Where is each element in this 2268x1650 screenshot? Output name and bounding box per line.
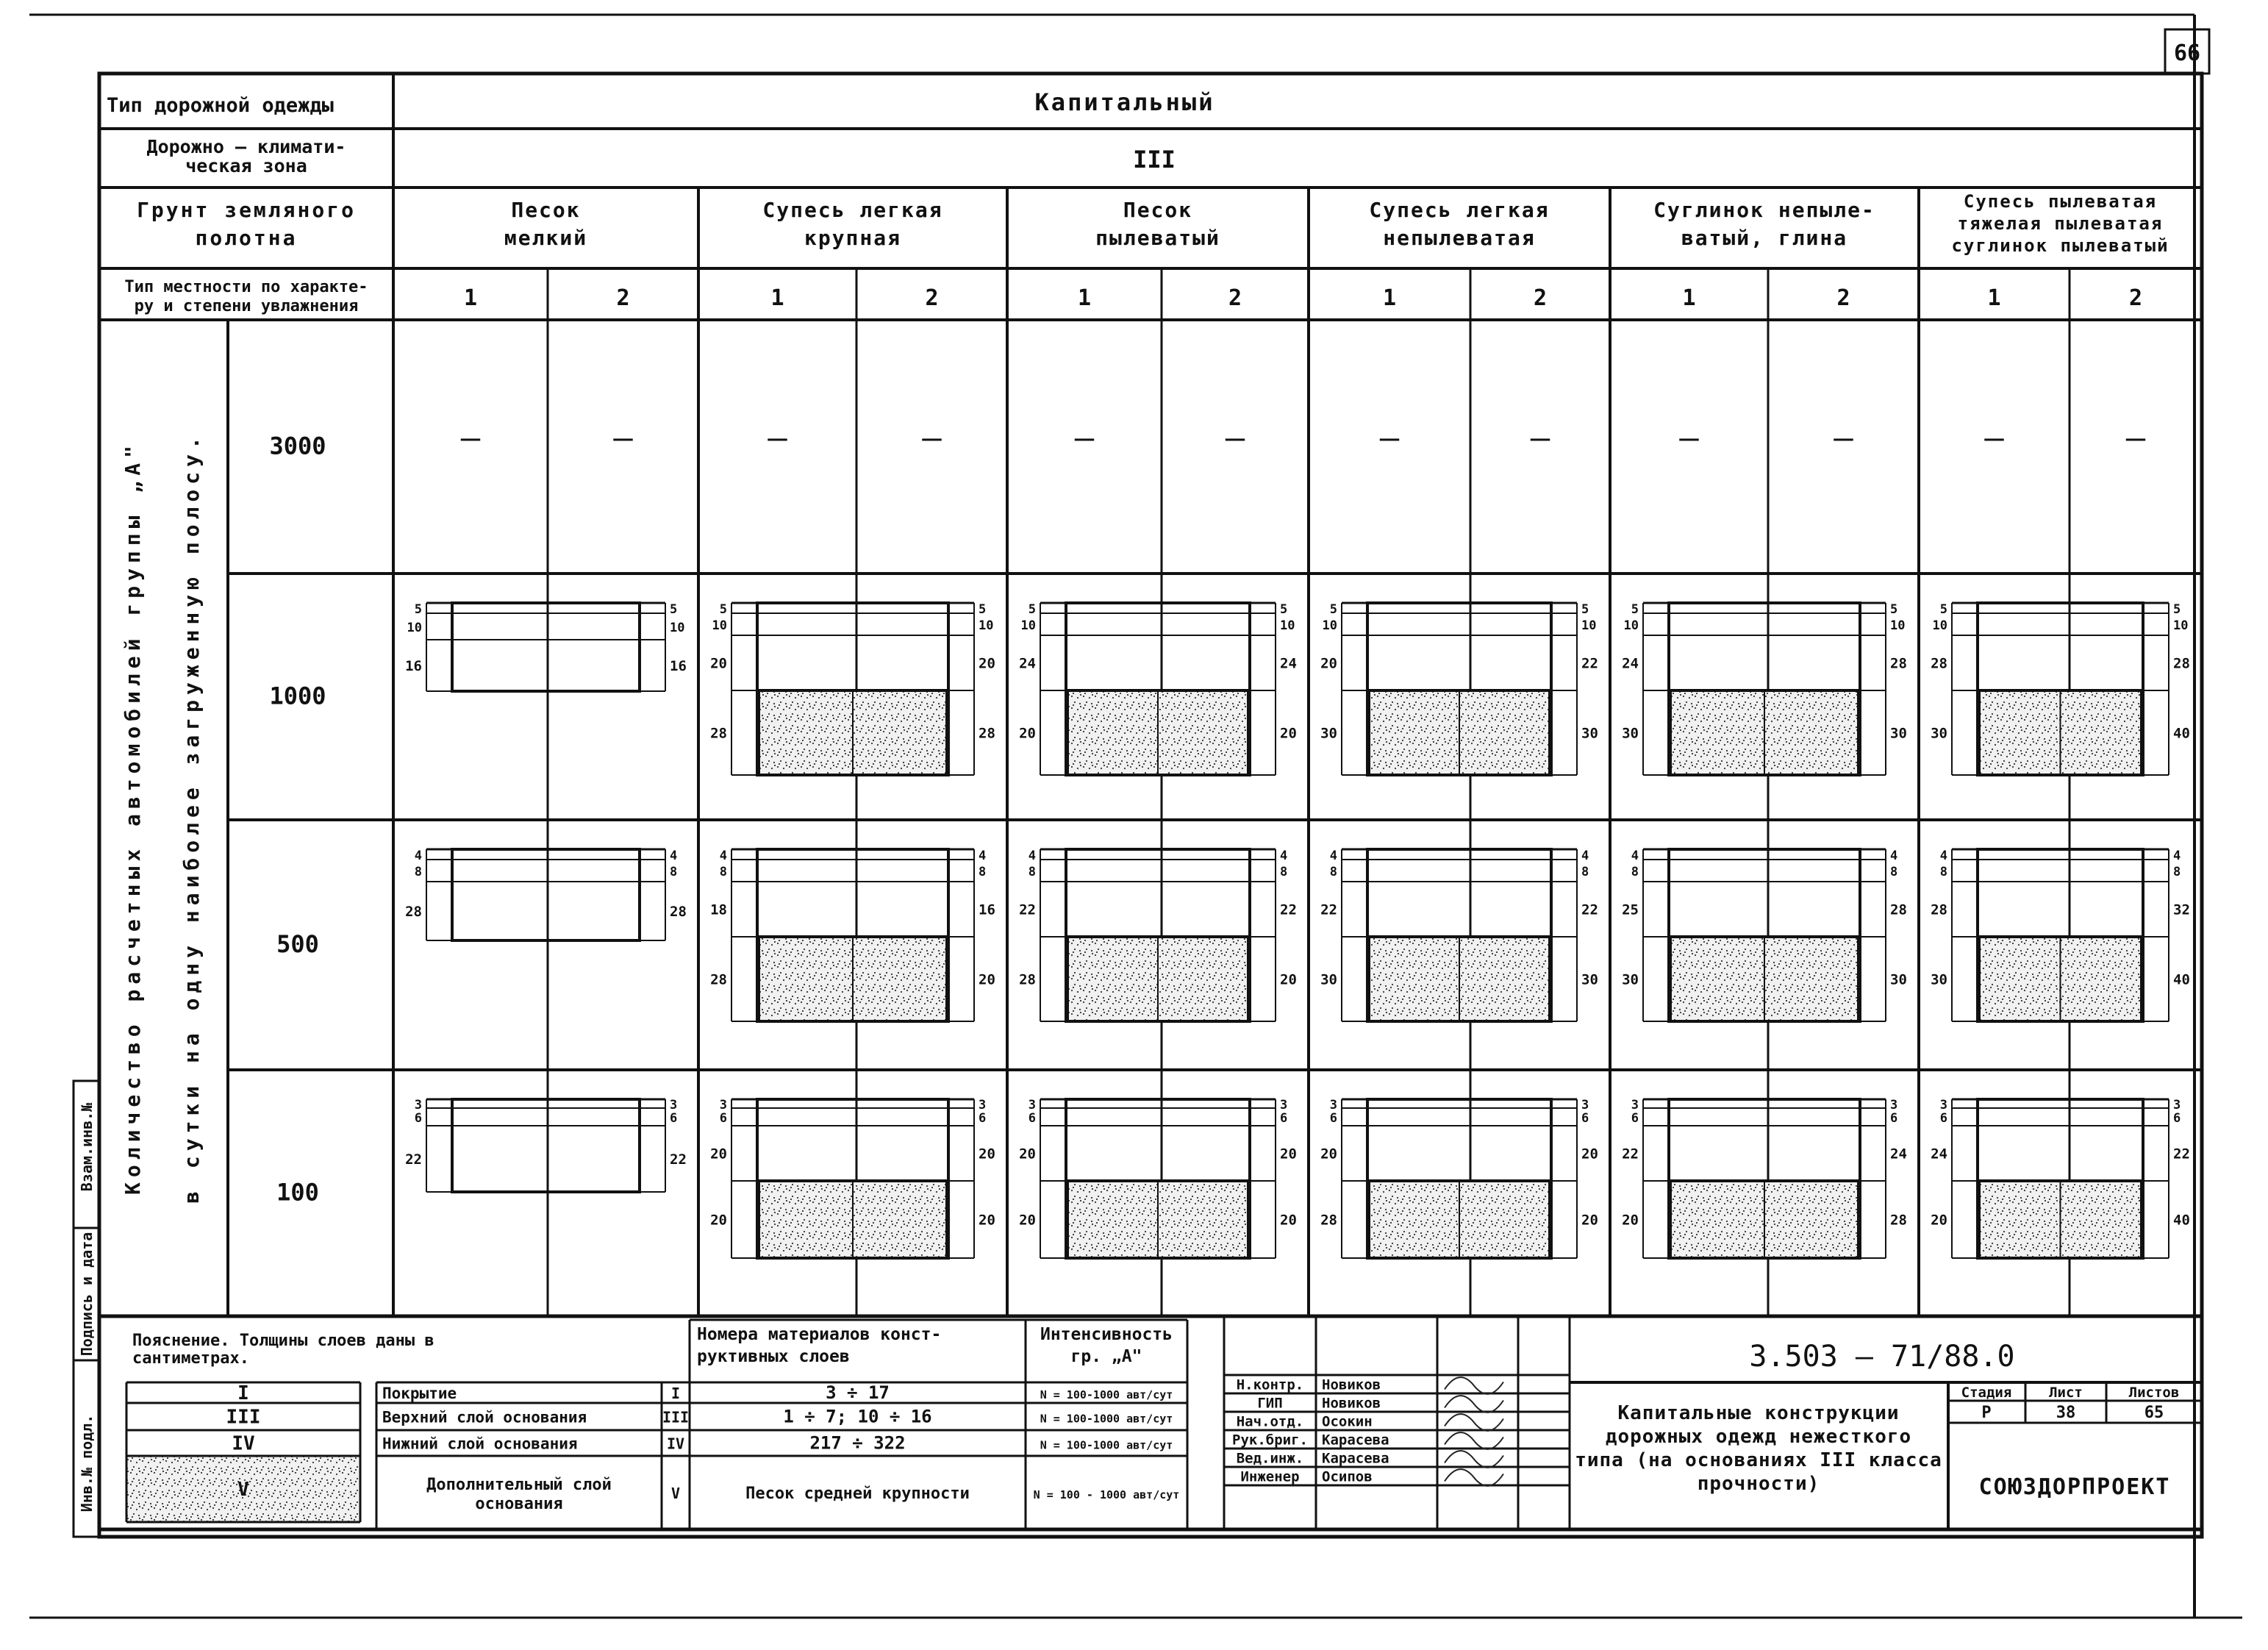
layer-thickness-left: 4	[1028, 849, 1036, 863]
layer-thickness-left: 20	[1320, 1146, 1337, 1162]
no-design-mark: —	[1225, 419, 1245, 457]
soil-name: пылеватый	[1095, 226, 1220, 250]
legend-roman: IV	[232, 1432, 255, 1455]
layer-thickness-right: 10	[1280, 618, 1295, 633]
layer-thickness-left: 6	[1939, 1111, 1947, 1126]
layer-thickness-left: 4	[1631, 849, 1639, 863]
layer-thickness-right: 40	[2173, 725, 2190, 742]
pavement-section	[1320, 849, 1598, 1021]
layer-thickness-right: 30	[1890, 725, 1907, 742]
table-header: Интенсивность	[1040, 1325, 1173, 1344]
layer-thickness-right: 5	[979, 602, 987, 617]
pavement-section	[1931, 849, 2190, 1021]
terrain-type-number: 2	[1533, 285, 1548, 311]
pavement-section	[1019, 1098, 1297, 1258]
layer-thickness-left: 24	[1622, 655, 1639, 672]
layer-thickness-left: 20	[710, 1212, 727, 1229]
layer-thickness-right: 20	[1280, 971, 1297, 988]
layer-thickness-right: 24	[1280, 655, 1297, 672]
soil-name: Песок	[1123, 198, 1193, 222]
layer-thickness-right: 4	[670, 849, 678, 863]
legend-roman: V	[237, 1479, 249, 1501]
layer-name: Покрытие	[382, 1385, 457, 1402]
traffic-value: 1000	[269, 682, 326, 710]
pavement-section	[1622, 602, 1907, 775]
stamp-role: ГИП	[1257, 1395, 1283, 1412]
pavement-section	[710, 602, 995, 775]
layer-thickness-right: 3	[1890, 1098, 1898, 1112]
stamp-name: Карасева	[1322, 1432, 1389, 1449]
layer-thickness-right: 3	[2173, 1098, 2181, 1112]
layer-thickness-right: 10	[979, 618, 994, 633]
terrain-type-number: 2	[2128, 285, 2143, 311]
climate-zone-label: ческая зона	[185, 155, 307, 176]
layer-thickness-left: 8	[1329, 865, 1337, 879]
layer-thickness-left: 10	[712, 618, 727, 633]
layer-thickness-left: 6	[1631, 1111, 1639, 1126]
layer-thickness-right: 22	[670, 1151, 687, 1168]
traffic-intensity: N = 100-1000 авт/сут	[1040, 1388, 1173, 1401]
layer-thickness-left: 8	[414, 865, 422, 879]
layer-thickness-right: 8	[1280, 865, 1288, 879]
side-strip-label: Инв.№ подл.	[78, 1414, 96, 1512]
layer-thickness-left: 20	[1622, 1212, 1639, 1229]
stamp-name: Осипов	[1322, 1468, 1373, 1485]
pavement-section	[710, 1098, 995, 1258]
layer-thickness-left: 20	[1931, 1212, 1947, 1229]
pavement-section	[1622, 1098, 1907, 1258]
legend-block	[126, 1320, 1187, 1529]
layer-thickness-right: 6	[670, 1111, 678, 1126]
layer-thickness-right: 8	[2173, 865, 2181, 879]
layer-thickness-left: 4	[1939, 849, 1947, 863]
layer-thickness-right: 8	[979, 865, 987, 879]
signature	[1445, 1451, 1503, 1468]
pavement-section	[405, 1098, 687, 1192]
layer-thickness-left: 20	[1320, 655, 1337, 672]
layer-thickness-left: 28	[1019, 971, 1036, 988]
layer-thickness-left: 5	[719, 602, 727, 617]
layer-thickness-left: 24	[1931, 1146, 1947, 1162]
soil-name: Супесь легкая	[1369, 198, 1550, 222]
soil-name: тяжелая пылеватая	[1957, 213, 2164, 234]
stamp-name: Осокин	[1322, 1413, 1373, 1430]
layer-thickness-left: 28	[405, 904, 422, 920]
layer-thickness-right: 3	[1581, 1098, 1589, 1112]
no-design-mark: —	[2125, 419, 2146, 457]
layer-thickness-right: 10	[1890, 618, 1906, 633]
terrain-type-number: 1	[1682, 285, 1696, 311]
layer-thickness-right: 28	[1890, 901, 1907, 918]
soil-name: Суглинок непыле-	[1653, 198, 1875, 222]
layer-thickness-left: 10	[407, 621, 422, 635]
layer-thickness-right: 20	[1280, 1146, 1297, 1162]
stage-value: Р	[1981, 1404, 1992, 1422]
no-design-mark: —	[1984, 419, 2004, 457]
layer-thickness-left: 30	[1622, 725, 1639, 742]
layer-thickness-right: 20	[979, 971, 995, 988]
layer-thickness-right: 6	[1581, 1111, 1589, 1126]
layer-thickness-right: 22	[1581, 655, 1598, 672]
layer-thickness-left: 20	[1019, 1212, 1036, 1229]
layer-thickness-left: 8	[719, 865, 727, 879]
layer-thickness-right: 3	[1280, 1098, 1288, 1112]
layer-thickness-right: 20	[1280, 1212, 1297, 1229]
stamp-role: Нач.отд.	[1236, 1413, 1304, 1430]
terrain-type-number: 2	[1836, 285, 1850, 311]
layer-thickness-right: 4	[2173, 849, 2181, 863]
traffic-value: 500	[276, 930, 319, 958]
layer-thickness-left: 5	[1028, 602, 1036, 617]
terrain-type-number: 2	[925, 285, 939, 311]
signature	[1445, 1432, 1503, 1449]
layer-thickness-right: 8	[670, 865, 678, 879]
layer-thickness-right: 6	[2173, 1111, 2181, 1126]
table-header: Номера материалов конст-	[697, 1325, 942, 1344]
layer-numeral: IV	[666, 1435, 685, 1453]
layer-thickness-left: 8	[1028, 865, 1036, 879]
layer-thickness-left: 30	[1320, 971, 1337, 988]
layer-thickness-left: 8	[1631, 865, 1639, 879]
layer-numeral: I	[670, 1385, 681, 1402]
layer-name: Дополнительный слой	[426, 1476, 612, 1494]
sheets-label: Листов	[2128, 1385, 2180, 1401]
stamp-role: Н.контр.	[1236, 1376, 1304, 1393]
layer-thickness-right: 28	[1890, 1212, 1907, 1229]
layer-thickness-right: 3	[670, 1098, 678, 1112]
layer-numeral: V	[670, 1485, 681, 1502]
stamp-role: Вед.инж.	[1236, 1450, 1304, 1467]
terrain-type-number: 1	[1987, 285, 2001, 311]
traffic-axis-label: в сутки на одну наиболее загруженную полосу.	[179, 432, 204, 1204]
soil-name: Супесь пылеватая	[1963, 191, 2158, 212]
soil-name: ватый, глина	[1681, 226, 1848, 250]
layer-thickness-left: 5	[1631, 602, 1639, 617]
section-body	[452, 1099, 640, 1192]
layer-thickness-right: 6	[1890, 1111, 1898, 1126]
layer-thickness-left: 20	[710, 655, 727, 672]
signature	[1445, 1414, 1503, 1431]
layer-thickness-left: 22	[1320, 901, 1337, 918]
layer-thickness-left: 8	[1939, 865, 1947, 879]
layer-thickness-right: 22	[1581, 901, 1598, 918]
layer-thickness-right: 30	[1581, 971, 1598, 988]
no-design-mark: —	[613, 419, 633, 457]
layer-thickness-left: 22	[1622, 1146, 1639, 1162]
stamp-name: Новиков	[1322, 1395, 1381, 1412]
layer-thickness-right: 4	[1280, 849, 1288, 863]
layer-thickness-right: 10	[1581, 618, 1597, 633]
terrain-type-number: 2	[1228, 285, 1242, 311]
drawing-title: типа (на основаниях III класса	[1575, 1449, 1942, 1471]
layer-name: основания	[475, 1495, 563, 1513]
signature	[1445, 1469, 1503, 1486]
layer-thickness-right: 16	[979, 901, 995, 918]
signature	[1445, 1377, 1503, 1394]
layer-thickness-left: 3	[719, 1098, 727, 1112]
layer-thickness-left: 4	[719, 849, 727, 863]
table-header: руктивных слоев	[697, 1347, 850, 1366]
terrain-type-number: 1	[1077, 285, 1092, 311]
layer-thickness-left: 5	[414, 602, 422, 617]
layer-thickness-right: 5	[1890, 602, 1898, 617]
no-design-mark: —	[1074, 419, 1095, 457]
no-design-mark: —	[1379, 419, 1400, 457]
layer-thickness-right: 6	[1280, 1111, 1288, 1126]
climate-zone-value: III	[1133, 146, 1176, 174]
drawing-code: 3.503 – 71/88.0	[1749, 1340, 2015, 1374]
layer-thickness-left: 28	[1320, 1212, 1337, 1229]
sheets-value: 65	[2144, 1404, 2164, 1422]
layer-name: Верхний слой основания	[382, 1408, 587, 1426]
drawing-title: Капитальные конструкции	[1617, 1402, 1900, 1424]
pavement-section	[1320, 602, 1598, 775]
layer-thickness-right: 20	[1280, 725, 1297, 742]
layer-thickness-right: 28	[2173, 655, 2190, 672]
layer-thickness-left: 24	[1019, 655, 1036, 672]
stamp-role: Инженер	[1240, 1468, 1300, 1485]
layer-thickness-left: 30	[1320, 725, 1337, 742]
layer-thickness-right: 5	[2173, 602, 2181, 617]
layer-thickness-left: 3	[1028, 1098, 1036, 1112]
layer-thickness-left: 6	[414, 1111, 422, 1126]
layer-thickness-left: 3	[1329, 1098, 1337, 1112]
layer-thickness-left: 22	[1019, 901, 1036, 918]
layer-thickness-left: 10	[1932, 618, 1947, 633]
layer-thickness-left: 28	[1931, 901, 1947, 918]
layer-thickness-right: 40	[2173, 1212, 2190, 1229]
terrain-type-label: ру и степени увлажнения	[134, 297, 359, 315]
stage-label: Стадия	[1961, 1385, 2012, 1401]
organization-name: СОЮЗДОРПРОЕКТ	[1978, 1474, 2171, 1500]
traffic-value: 3000	[269, 432, 326, 460]
layer-thickness-left: 6	[1329, 1111, 1337, 1126]
layer-thickness-right: 24	[1890, 1146, 1907, 1162]
layer-thickness-left: 3	[1939, 1098, 1947, 1112]
layer-thickness-right: 4	[1581, 849, 1589, 863]
no-design-mark: —	[768, 419, 787, 457]
subgrade-soil-label: Грунт земляного	[137, 198, 356, 222]
layer-thickness-left: 10	[1623, 618, 1639, 633]
layer-thickness-left: 5	[1329, 602, 1337, 617]
layer-thickness-left: 20	[1019, 725, 1036, 742]
layer-thickness-right: 10	[2173, 618, 2189, 633]
climate-zone-label: Дорожно – климати-	[146, 136, 346, 157]
pavement-section	[710, 849, 995, 1021]
layer-thickness-right: 28	[979, 725, 995, 742]
material-numbers: 3 ÷ 17	[826, 1382, 890, 1403]
soil-name: непылеватая	[1383, 226, 1536, 250]
layer-thickness-right: 5	[1581, 602, 1589, 617]
soil-name: мелкий	[504, 226, 588, 250]
layer-thickness-right: 6	[979, 1111, 987, 1126]
section-body	[452, 849, 640, 940]
layer-thickness-right: 5	[1280, 602, 1288, 617]
layer-thickness-left: 28	[710, 971, 727, 988]
layer-thickness-left: 16	[405, 658, 422, 674]
sheet-value: 38	[2056, 1404, 2076, 1422]
table-header: гр. „А"	[1070, 1347, 1142, 1366]
layer-thickness-left: 30	[1622, 971, 1639, 988]
signature	[1445, 1396, 1503, 1412]
layer-thickness-right: 5	[670, 602, 678, 617]
pavement-section	[1622, 849, 1907, 1021]
traffic-value: 100	[276, 1178, 319, 1207]
layer-thickness-left: 10	[1020, 618, 1036, 633]
layer-thickness-left: 10	[1322, 618, 1337, 633]
layer-thickness-right: 20	[979, 1212, 995, 1229]
layer-thickness-right: 32	[2173, 901, 2190, 918]
layer-thickness-right: 4	[1890, 849, 1898, 863]
terrain-type-number: 1	[463, 285, 478, 311]
traffic-intensity: N = 100 - 1000 авт/сут	[1033, 1488, 1180, 1501]
terrain-type-number: 2	[616, 285, 630, 311]
section-body	[452, 603, 640, 691]
layer-thickness-right: 20	[979, 655, 995, 672]
pavement-type-value: Капитальный	[1034, 88, 1215, 116]
pavement-section	[405, 849, 687, 940]
legend-roman: I	[237, 1382, 249, 1404]
layer-thickness-left: 4	[1329, 849, 1337, 863]
layer-thickness-left: 4	[414, 849, 422, 863]
layer-thickness-left: 25	[1622, 901, 1639, 918]
layer-thickness-right: 30	[1581, 725, 1598, 742]
pavement-section	[1931, 1098, 2190, 1258]
pavement-diagrams	[405, 602, 2190, 1258]
no-design-mark: —	[460, 419, 481, 457]
side-strip	[74, 1081, 99, 1537]
material-numbers: 1 ÷ 7; 10 ÷ 16	[783, 1406, 932, 1427]
layer-thickness-left: 30	[1931, 971, 1947, 988]
note-text: сантиметрах.	[132, 1349, 249, 1368]
sheet-label: Лист	[2049, 1385, 2083, 1401]
no-design-mark: —	[922, 419, 942, 457]
layer-thickness-right: 28	[670, 904, 687, 920]
layer-name: Нижний слой основания	[382, 1435, 578, 1453]
pavement-section	[1019, 602, 1297, 775]
layer-thickness-right: 16	[670, 658, 687, 674]
layer-thickness-left: 20	[710, 1146, 727, 1162]
layer-thickness-right: 20	[979, 1146, 995, 1162]
no-design-mark: —	[1530, 419, 1550, 457]
traffic-axis-label: Количество расчетных автомобилей группы „А"	[121, 440, 145, 1195]
terrain-type-number: 1	[770, 285, 784, 311]
pavement-section	[1019, 849, 1297, 1021]
pavement-section	[405, 602, 687, 691]
traffic-intensity: N = 100-1000 авт/сут	[1040, 1438, 1173, 1452]
drawing-title: дорожных одежд нежесткого	[1605, 1426, 1912, 1448]
soil-name: суглинок пылеватый	[1951, 235, 2169, 256]
layer-thickness-left: 6	[719, 1111, 727, 1126]
soil-name: крупная	[804, 226, 902, 250]
material-numbers: Песок средней крупности	[745, 1485, 970, 1503]
no-design-mark: —	[1679, 419, 1699, 457]
layer-thickness-right: 8	[1890, 865, 1898, 879]
layer-thickness-left: 22	[405, 1151, 422, 1168]
layer-thickness-right: 3	[979, 1098, 987, 1112]
soil-name: Песок	[511, 198, 581, 222]
layer-thickness-left: 5	[1939, 602, 1947, 617]
no-design-mark: —	[1834, 419, 1853, 457]
layer-thickness-left: 30	[1931, 725, 1947, 742]
material-numbers: 217 ÷ 322	[809, 1432, 906, 1454]
layer-thickness-right: 4	[979, 849, 987, 863]
pavement-section	[1320, 1098, 1598, 1258]
sheet-number: 66	[2173, 40, 2201, 66]
layer-thickness-right: 30	[1890, 971, 1907, 988]
layer-numeral: III	[662, 1408, 690, 1426]
layer-thickness-left: 28	[1931, 655, 1947, 672]
subgrade-soil-label: полотна	[195, 226, 298, 250]
layer-thickness-right: 28	[1890, 655, 1907, 672]
layer-thickness-right: 10	[670, 621, 685, 635]
layer-thickness-left: 6	[1028, 1111, 1036, 1126]
layer-thickness-right: 20	[1581, 1212, 1598, 1229]
traffic-intensity: N = 100-1000 авт/сут	[1040, 1412, 1173, 1426]
layer-thickness-left: 3	[1631, 1098, 1639, 1112]
layer-thickness-right: 22	[2173, 1146, 2190, 1162]
side-strip-label: Подпись и дата	[78, 1232, 96, 1357]
drawing-frame	[29, 15, 2242, 1618]
pavement-section	[1931, 602, 2190, 775]
layer-thickness-left: 18	[710, 901, 727, 918]
stamp-name: Карасева	[1322, 1450, 1389, 1467]
layer-thickness-left: 20	[1019, 1146, 1036, 1162]
side-strip-label: Взам.инв.№	[78, 1102, 96, 1192]
soil-name: Супесь легкая	[762, 198, 943, 222]
drawing-title: прочности)	[1697, 1473, 1820, 1495]
layer-thickness-right: 22	[1280, 901, 1297, 918]
legend-roman: III	[226, 1406, 261, 1429]
terrain-type-number: 1	[1382, 285, 1397, 311]
terrain-type-label: Тип местности по характе-	[124, 278, 368, 296]
pavement-type-label: Тип дорожной одежды	[107, 94, 334, 117]
stamp-role: Рук.бриг.	[1232, 1432, 1308, 1449]
note-text: Пояснение. Толщины слоев даны в	[132, 1332, 434, 1350]
layer-thickness-left: 3	[414, 1098, 422, 1112]
stamp-name: Новиков	[1322, 1376, 1381, 1393]
layer-thickness-right: 40	[2173, 971, 2190, 988]
header-text	[107, 88, 2169, 315]
layer-thickness-right: 20	[1581, 1146, 1598, 1162]
layer-thickness-right: 8	[1581, 865, 1589, 879]
layer-thickness-left: 28	[710, 725, 727, 742]
